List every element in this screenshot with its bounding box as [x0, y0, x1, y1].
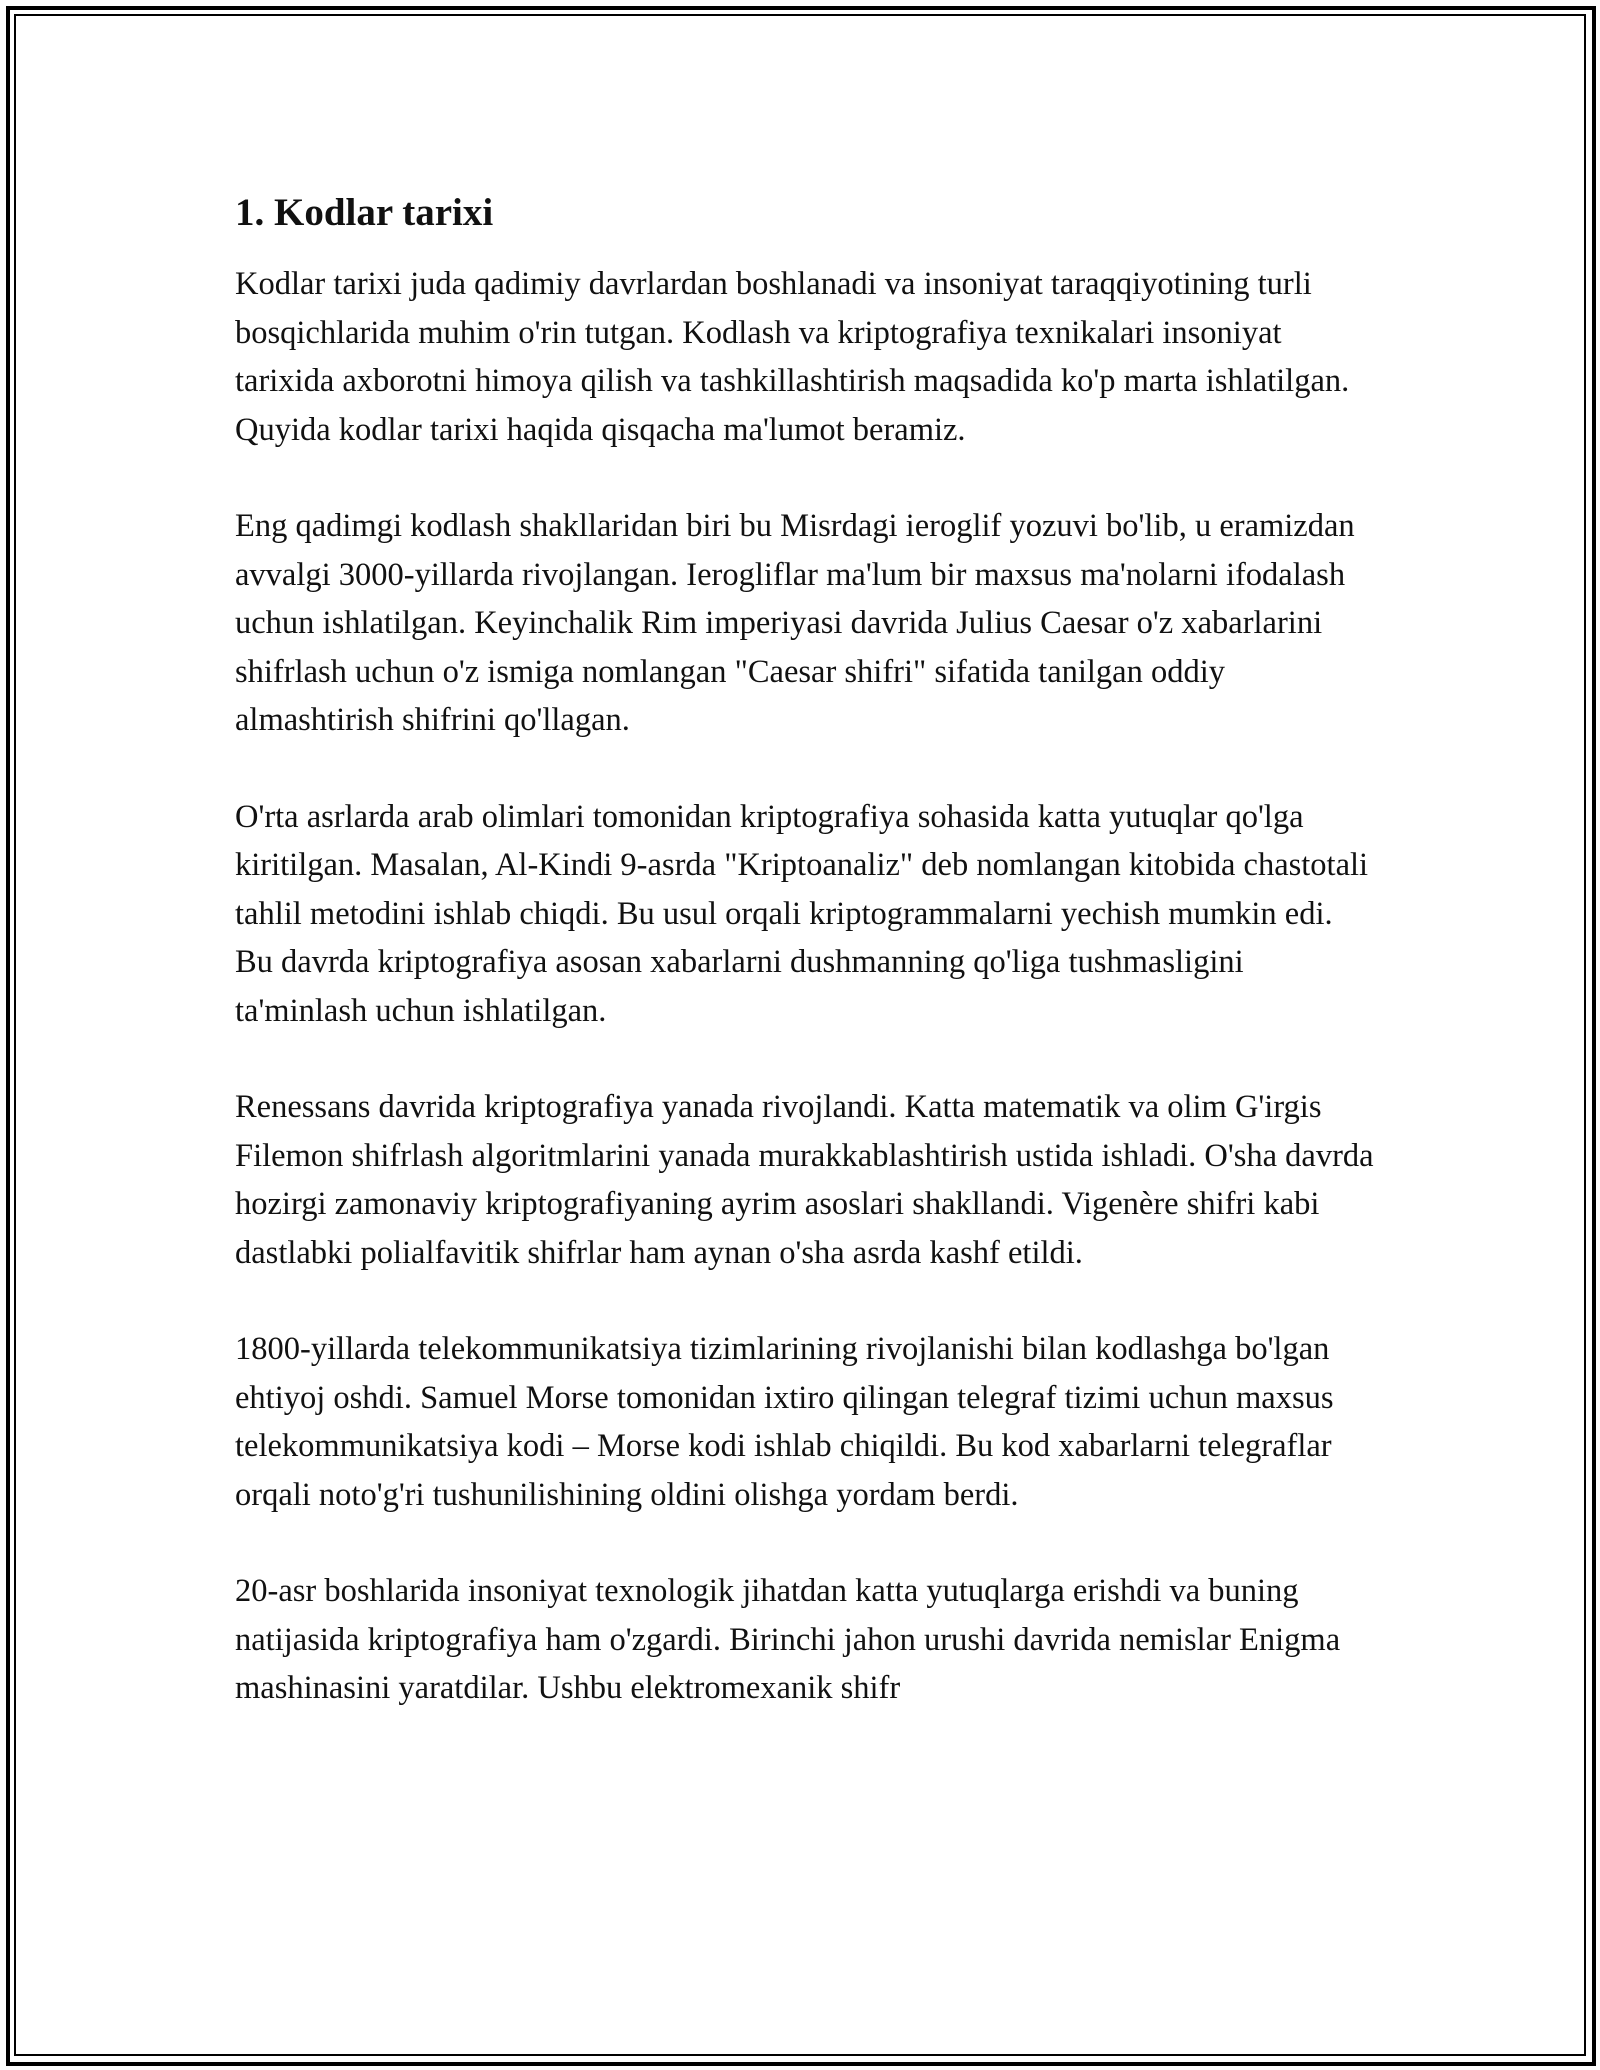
paragraph-middle-ages: O'rta asrlarda arab olimlari tomonidan kriptografiya sohasida katta yutuqlar qo'lga kiritilgan. Masalan, Al-Kindi 9-asrda "Kriptoanaliz" deb nomlangan kitobida chastotali tahlil metodini ishlab chiqdi. Bu usul orqali kriptogrammalarni yechish mumkin edi. Bu davrda kriptografiya asosan xabarlarni dushmanning qo'liga tushmasligini ta'minlash uchun ishlatilgan.: [235, 798, 1369, 1029]
paragraph-20th-century: 20-asr boshlarida insoniyat texnologik jihatdan katta yutuqlarga erishdi va buning natijasida kriptografiya ham o'zgardi. Birinchi jahon urushi davrida nemislar Enigma mashinasini yaratdilar. Ushbu elektromexanik shifr: [235, 1573, 1341, 1706]
paragraph-intro: Kodlar tarixi juda qadimiy davrlardan boshlanadi va insoniyat taraqqiyotining turli bosqichlarida muhim o'rin tutgan. Kodlash va kriptografiya texnikalari insoniyat tarixida axborotni himoya qilish va tashkillashtirish maqsadida ko'p marta ishlatilgan. Quyida kodlar tarixi haqida qisqacha ma'lumot beramiz.: [235, 266, 1350, 448]
paragraph-renaissance: Renessans davrida kriptografiya yanada rivojlandi. Katta matematik va olim G'irgis Filemon shifrlash algoritmlarini yanada murakkablashtirish ustida ishladi. O'sha davrda hozirgi zamonaviy kriptografiyaning ayrim asoslari shakllandi. Vigenère shifri kabi dastlabki polialfavitik shifrlar ham aynan o'sha asrda kashf etildi.: [235, 1089, 1374, 1271]
paragraph-1800s: 1800-yillarda telekommunikatsiya tizimlarining rivojlanishi bilan kodlashga bo'lgan ehtiyoj oshdi. Samuel Morse tomonidan ixtiro qilingan telegraf tizimi uchun maxsus telekommunikatsiya kodi – Morse kodi ishlab chiqildi. Bu kod xabarlarni telegraflar orqali noto'g'ri tushunilishining oldini olishga yordam berdi.: [235, 1331, 1334, 1513]
document-body: [235, 188, 1375, 1761]
paragraph-egypt-rome: Eng qadimgi kodlash shakllaridan biri bu Misrdagi ieroglif yozuvi bo'lib, u eramizdan avvalgi 3000-yillarda rivojlangan. Ierogliflar ma'lum bir maxsus ma'nolarni ifodalash uchun ishlatilgan. Keyinchalik Rim imperiyasi davrida Julius Caesar o'z xabarlarini shifrlash uchun o'z ismiga nomlangan "Caesar shifri" sifatida tanilgan oddiy almashtirish shifrini qo'llagan.: [235, 508, 1355, 738]
section-heading: 1. Kodlar tarixi: [235, 191, 494, 234]
